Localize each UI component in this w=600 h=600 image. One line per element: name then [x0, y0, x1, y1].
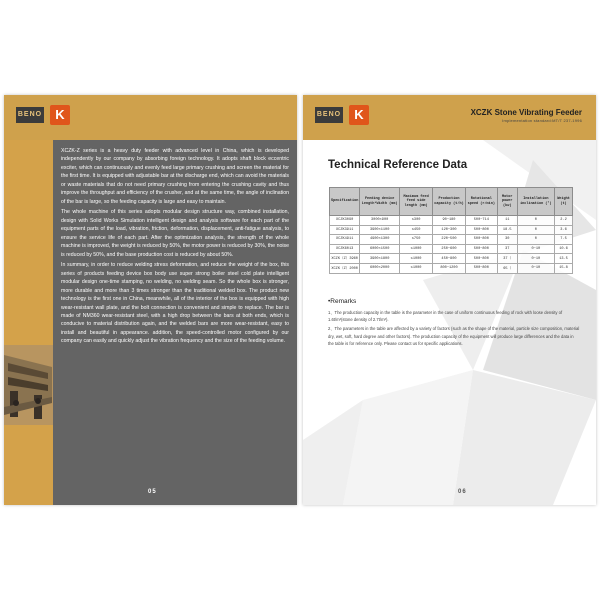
- table-row: [330, 263, 573, 273]
- paragraph-summary: In summary, in order to reduce welding stress deformation, and reduce the weight of the box, this series of products feeding device box body use super strong boiler steel cold plate intelligent modular design one-time stamping, no welding, no welding seam. So the whole box is stronger, more durable and more than 3 times stronger than the traditional welded box. The product new technology is the first one in China, meanwhile, all of the interior of the box is equipped with high wear-resistant wall plate, and the bolt connection is convenient and simple to replace. The bar is made of NM360 wear-resistant steel, with a high drop between the bars at both ends, which is conducive to material distribution again, and the welded bars are more wear-resistant, easy to install and beautiful in appearance. addition, the speed-controlled motor configured by our company can easily and quickly adjust the vibration frequency and the size of the feeding volume.: [61, 262, 289, 345]
- table-cell: 0~10: [517, 254, 554, 264]
- table-cell: ≤750: [399, 235, 432, 245]
- table-cell: 0: [517, 235, 554, 245]
- table-cell: ≤1000: [399, 244, 432, 254]
- table-cell: 37: [497, 244, 517, 254]
- table-cell: 15.8: [555, 263, 573, 273]
- table-row: [330, 244, 573, 254]
- table-cell: 2.2: [555, 216, 573, 226]
- table-cell: 500~800: [465, 235, 497, 245]
- page-number-right: 06: [458, 489, 467, 495]
- table-cell: XCZK4911: [330, 235, 360, 245]
- table-cell: 37（: [497, 254, 517, 264]
- table-cell: ≤1000: [399, 254, 432, 264]
- table-cell: XCZK3090: [330, 216, 360, 226]
- k-logo: K: [50, 105, 70, 125]
- table-cell: 500~714: [465, 216, 497, 226]
- table-cell: 3000×900: [360, 216, 400, 226]
- col-header: Feeding device Length*Width (mm): [360, 188, 400, 216]
- feeder-machine-image: [4, 345, 54, 425]
- table-cell: ≤1000: [399, 263, 432, 273]
- remark-item: 1、The production capacity in the table is the parameter in the case of uniform continuous feeding of rock with loose density of 1.6t/m³(stone density of 2.7t/m³).: [328, 310, 563, 323]
- header-subtitle: Implementation standard:MT/T 237-1996: [502, 118, 582, 123]
- remarks-list: [328, 309, 580, 349]
- table-cell: 6000×1500: [360, 244, 400, 254]
- table-cell: 6000×2000: [360, 263, 400, 273]
- body-text: [61, 147, 289, 348]
- table-cell: 500~800: [465, 225, 497, 235]
- header-title: XCZK Stone Vibrating Feeder: [470, 108, 582, 117]
- page-number-left: 05: [148, 489, 157, 495]
- table-cell: 3.6: [555, 225, 573, 235]
- table-cell: 500~800: [465, 263, 497, 273]
- section-title: Technical Reference Data: [328, 159, 468, 171]
- table-cell: XCZK（Z）3960: [330, 254, 360, 264]
- table-cell: 3900×1100: [360, 225, 400, 235]
- col-header: Specification: [330, 188, 360, 216]
- table-cell: 4900×1300: [360, 235, 400, 245]
- table-cell: 65（: [497, 263, 517, 273]
- table-cell: ≤300: [399, 216, 432, 226]
- brand-logo: BENO: [16, 107, 44, 123]
- right-header: [303, 95, 596, 140]
- table-cell: XCZK3911: [330, 225, 360, 235]
- table-cell: 0: [517, 216, 554, 226]
- col-header: Weight (t): [555, 188, 573, 216]
- table-cell: 30: [497, 235, 517, 245]
- table-cell: 18.5: [497, 225, 517, 235]
- table-cell: 120~300: [433, 225, 466, 235]
- paragraph-intro: XCZK-Z series is a heavy duty feeder with advanced level in China, which is developed independently by our company by absorbing foreign technology. It adopts shaft block eccentric exciter, which can continuously and evenly feed large primary crushing and screen the material for the first time. It is equipped with adjustable bar at the discharge end, which can avoid the materials or waste materials that do not need primary crushing from entering the crushing cavity and thus improve the throughput and efficiency of the crusher, and at the same time, the angle of inclination of the bar is large, so the feeding capacity is large and easy to maintain.: [61, 148, 289, 205]
- left-header: [4, 95, 297, 140]
- col-header: Installation inclination (°): [517, 188, 554, 216]
- table-cell: 11: [497, 216, 517, 226]
- table-cell: 7.5: [555, 235, 573, 245]
- brand-logo: BENO: [315, 107, 343, 123]
- table-cell: 3900×1800: [360, 254, 400, 264]
- table-row: [330, 225, 573, 235]
- right-page: [303, 95, 596, 505]
- table-row: [330, 254, 573, 264]
- table-cell: 800~1200: [433, 263, 466, 273]
- table-cell: 0~10: [517, 263, 554, 273]
- table-row: [330, 235, 573, 245]
- table-cell: 13.5: [555, 254, 573, 264]
- table-cell: 250~600: [433, 244, 466, 254]
- col-header: Rotational speed (r/min): [465, 188, 497, 216]
- table-header-row: [330, 188, 573, 216]
- table-cell: 500~800: [465, 254, 497, 264]
- spec-table: [329, 187, 573, 274]
- table-cell: XCZK6013: [330, 244, 360, 254]
- table-cell: 0: [517, 225, 554, 235]
- remarks-heading: •Remarks: [328, 298, 357, 305]
- table-cell: XCZK（Z）2000: [330, 263, 360, 273]
- remark-item: 2、The parameters in the table are affected by a variety of factors (such as the shape of the material, particle size composition, material dry, wet, soft, hard degree and other factors). The production capacity of the equipment will produce large differences and the data in the table is for reference only. Please contact us for specific applications.: [328, 326, 580, 346]
- table-cell: 220~500: [433, 235, 466, 245]
- table-cell: 10.6: [555, 244, 573, 254]
- col-header: Motor power (kw): [497, 188, 517, 216]
- col-header: Production capacity (t/h): [433, 188, 466, 216]
- table-cell: 0~10: [517, 244, 554, 254]
- k-logo: K: [349, 105, 369, 125]
- col-header: Maximum feed feed side length (mm): [399, 188, 432, 216]
- table-row: [330, 216, 573, 226]
- table-cell: 90~180: [433, 216, 466, 226]
- paragraph-design: The whole machine of this series adopts modular design structure way, combined installation, design with Solid Works Simulation intelligent design and analysis software for each part of the equipment parts of the load, vibration, friction, deformation, displacement, anti-fatigue analysis, to ensure the service life of each part. After the optimization analysis, the strength of the whole machine is improved, the weight is reduced by 50%, the motor power is reduced by 30%, the noise is reduced by 50%, and the base production cost is reduced by about 50%.: [61, 209, 289, 258]
- table-cell: ≤450: [399, 225, 432, 235]
- table-cell: 500~800: [465, 244, 497, 254]
- left-page: [4, 95, 297, 505]
- table-cell: 450~800: [433, 254, 466, 264]
